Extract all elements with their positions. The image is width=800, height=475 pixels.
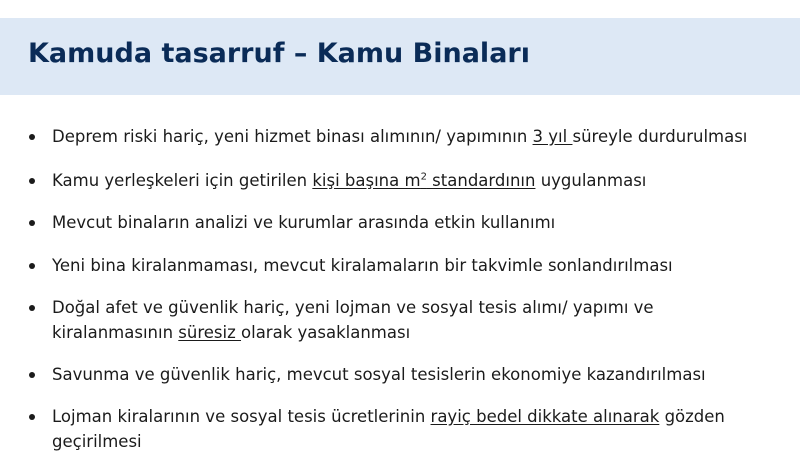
bullet-text: Lojman kiralarının ve sosyal tesis ücretlerinin rayiç bedel dikkate alınarak gözden geçirilmesi — [52, 407, 725, 451]
bullet-text: Kamu yerleşkeleri için getirilen kişi başına $m^2$ standardının uygulanması — [52, 171, 647, 190]
bullet-text: Yeni bina kiralanmaması, mevcut kiralamaların bir takvimle sonlandırılması — [52, 256, 673, 275]
underlined-text: rayiç bedel dikkate alınarak — [430, 407, 660, 426]
underlined-text: süresiz — [178, 323, 242, 342]
bullet-dot-icon — [29, 305, 35, 311]
bullet-text: Deprem riski hariç, yeni hizmet binası alımının/ yapımının 3 yıl süreyle durdurulması — [52, 127, 748, 146]
bullet-text: Savunma ve güvenlik hariç, mevcut sosyal tesislerin ekonomiye kazandırılması — [52, 365, 706, 384]
underlined-text: 3 yıl — [532, 127, 573, 146]
bullet-text: Mevcut binaların analizi ve kurumlar arasında etkin kullanımı — [52, 213, 556, 232]
slide-title: Kamuda tasarruf – Kamu Binaları — [28, 38, 530, 69]
bullet-dot-icon — [29, 414, 35, 420]
bullet-dot-icon — [29, 220, 35, 226]
underlined-text: kişi başına $m^2$ standardının — [312, 171, 536, 190]
bullet-dot-icon — [29, 263, 35, 269]
bullet-text: Doğal afet ve güvenlik hariç, yeni lojman ve sosyal tesis alımı/ yapımı ve kiralanmasının süresiz olarak yasaklanması — [52, 298, 654, 342]
bullet-dot-icon — [29, 134, 35, 140]
bullet-dot-icon — [29, 372, 35, 378]
bullet-dot-icon — [29, 178, 35, 184]
